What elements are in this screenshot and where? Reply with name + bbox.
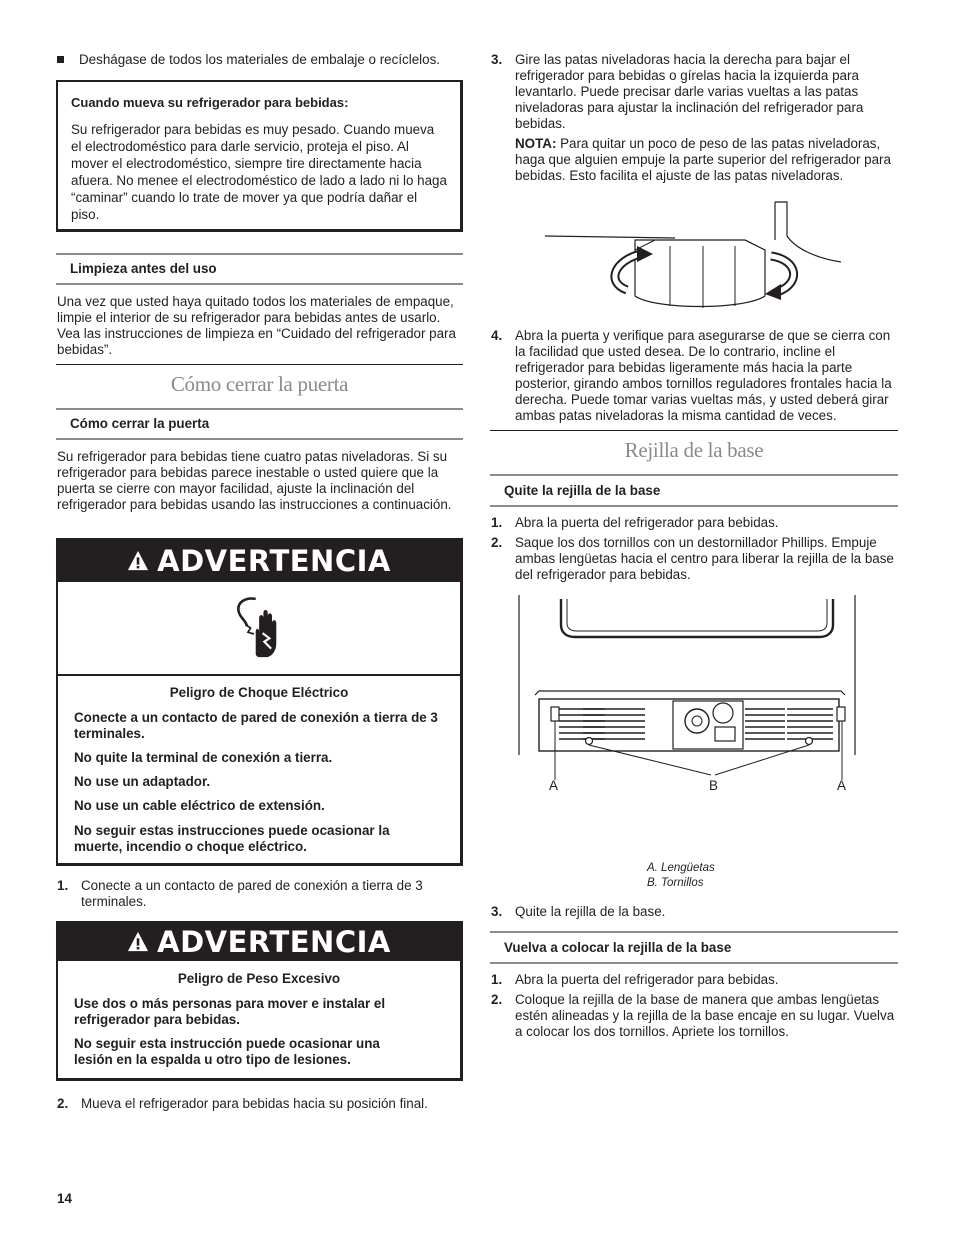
warning2-line-2: No seguir esta instrucción puede ocasionar una lesión en la espalda u otro tipo de lesiones.	[74, 1036, 380, 1067]
step-text: Mueva el refrigerador para bebidas hacia su posición final.	[81, 1096, 428, 1111]
legend-a: A. Lengüetas	[647, 862, 715, 874]
warning-banner	[58, 923, 460, 961]
moving-box-title: Cuando mueva su refrigerador para bebidas:	[71, 95, 349, 110]
warning-electric-box	[56, 538, 463, 866]
step3-note	[515, 136, 897, 184]
step-text: Abra la puerta del refrigerador para bebidas.	[515, 972, 779, 987]
legend-b: B. Tornillos	[647, 877, 704, 889]
bullet-text: Deshágase de todos los materiales de embalaje o recíclelos.	[79, 52, 441, 67]
section-divider	[490, 430, 898, 431]
cleaning-body: Una vez que usted haya quitado todos los materiales de empaque, limpie el interior de su refrigerador para bebidas antes de usarlo. Vea las instrucciones de limpieza en “Cuidado del refrigerador para bebidas”.	[57, 294, 456, 357]
cleaning-heading-text: Limpieza antes del uso	[70, 261, 217, 276]
square-bullet-icon	[57, 56, 64, 63]
warning2-line-1: Use dos o más personas para mover e instalar el refrigerador para bebidas.	[74, 996, 386, 1027]
step-text: Conecte a un contacto de pared de conexión a tierra de 3 terminales.	[81, 878, 423, 909]
step-number: 1.	[491, 515, 503, 530]
step-text: Abra la puerta y verifique para asegurarse de que se cierra con la facilidad que usted desea. De lo contrario, incline el refrigerador para bebidas ligeramente más hacia la parte posterior, girando ambos tornillos reguladores frontales hacia la derecha. Puede tomar varias vueltas más, y usted deberá girar ambas patas niveladoras la misma cantidad de veces.	[515, 328, 892, 423]
step-number: 1.	[491, 972, 503, 987]
door-body: Su refrigerador para bebidas tiene cuatro patas niveladoras. Si su refrigerador para bebidas parece inestable o usted quiere que la puerta se cierre con mayor facilidad, ajuste la inclinación del refrigerador para bebidas usando las instrucciones a continuación.	[57, 449, 452, 512]
step-number: 2.	[57, 1096, 69, 1111]
warning-banner-text: ADVERTENCIA	[157, 544, 391, 578]
door-section-title: Cómo cerrar la puerta	[170, 372, 349, 396]
door-sub-heading-text: Cómo cerrar la puerta	[70, 416, 210, 431]
door-sub-heading	[56, 408, 463, 440]
warning-triangle-icon	[127, 931, 149, 953]
step-text: Saque los dos tornillos con un destornillador Phillips. Empuje ambas lengüetas hacia el centro para liberar la rejilla de la base del refrigerador para bebidas.	[515, 535, 894, 582]
warning-weight-box	[56, 921, 463, 1081]
warning1-line-5: No seguir estas instrucciones puede ocasionar la muerte, incendio o choque eléctrico.	[74, 823, 390, 854]
step-number: 3.	[491, 904, 503, 919]
bullet-item	[57, 52, 467, 68]
diagram-label-a-left: A	[549, 778, 558, 793]
warning2-title: Peligro de Peso Excesivo	[177, 971, 341, 986]
replace-heading-text: Vuelva a colocar la rejilla de la base	[504, 939, 732, 955]
note-text: Para quitar un poco de peso de las patas niveladoras, haga que alguien empuje la parte superior del refrigerador para bebidas. Esto facilita el ajuste de las patas niveladoras.	[515, 136, 891, 183]
diagram-label-a-right: A	[837, 778, 846, 793]
step-text: Abra la puerta del refrigerador para bebidas.	[515, 515, 779, 530]
remove-grille-heading	[490, 474, 898, 507]
warning-triangle-icon	[127, 550, 149, 572]
warning1-line-2: No quite la terminal de conexión a tierra.	[74, 750, 333, 765]
warning1-line-1: Conecte a un contacto de pared de conexión a tierra de 3 terminales.	[74, 710, 438, 741]
step-text: Coloque la rejilla de la base de manera que ambas lengüetas estén alineadas y la rejilla de la base encaje en su lugar. Vuelva a colocar los dos tornillos. Apriete los tornillos.	[515, 992, 895, 1039]
diagram-label-b: B	[709, 778, 718, 793]
moving-caution-box	[56, 80, 463, 232]
shock-icon-area	[58, 582, 460, 676]
step-text: Gire las patas niveladoras hacia la derecha para bajar el refrigerador para bebidas o gírelas hacia la izquierda para levantarlo. Puede precisar darle varias vueltas a las patas niveladoras para ajustar la inclinación del refrigerador para bebidas.	[515, 52, 864, 131]
cleaning-heading	[56, 253, 463, 285]
step-number: 2.	[491, 992, 503, 1007]
warning1-title: Peligro de Choque Eléctrico	[169, 685, 349, 700]
step-number: 1.	[57, 878, 69, 893]
base-grille-illustration	[515, 595, 865, 795]
step-number: 2.	[491, 535, 503, 550]
step-number: 4.	[491, 328, 503, 343]
warning1-line-3: No use un adaptador.	[74, 774, 211, 789]
warning-banner-text: ADVERTENCIA	[157, 925, 391, 959]
grille-section-title: Rejilla de la base	[624, 438, 764, 462]
page-number: 14	[57, 1191, 72, 1206]
note-label: NOTA:	[515, 136, 557, 151]
moving-box-body: Su refrigerador para bebidas es muy pesado. Cuando mueva el electrodoméstico para darle servicio, proteja el piso. Al mover el electrodoméstico, siempre tire directamente hacia afuera. No menee el electrodoméstico de lado a lado ni lo haga “caminar” cuando lo trate de mover ya que podría dañar el piso.	[71, 122, 447, 222]
warning1-line-4: No use un cable eléctrico de extensión.	[74, 798, 325, 813]
electric-shock-hand-icon	[230, 592, 290, 664]
step-number: 3.	[491, 52, 503, 67]
step-text: Quite la rejilla de la base.	[515, 904, 666, 919]
remove-heading-text: Quite la rejilla de la base	[504, 482, 661, 498]
replace-grille-heading	[490, 931, 898, 964]
warning-banner	[58, 540, 460, 582]
leveling-leg-illustration	[545, 196, 845, 316]
section-divider	[56, 364, 463, 365]
